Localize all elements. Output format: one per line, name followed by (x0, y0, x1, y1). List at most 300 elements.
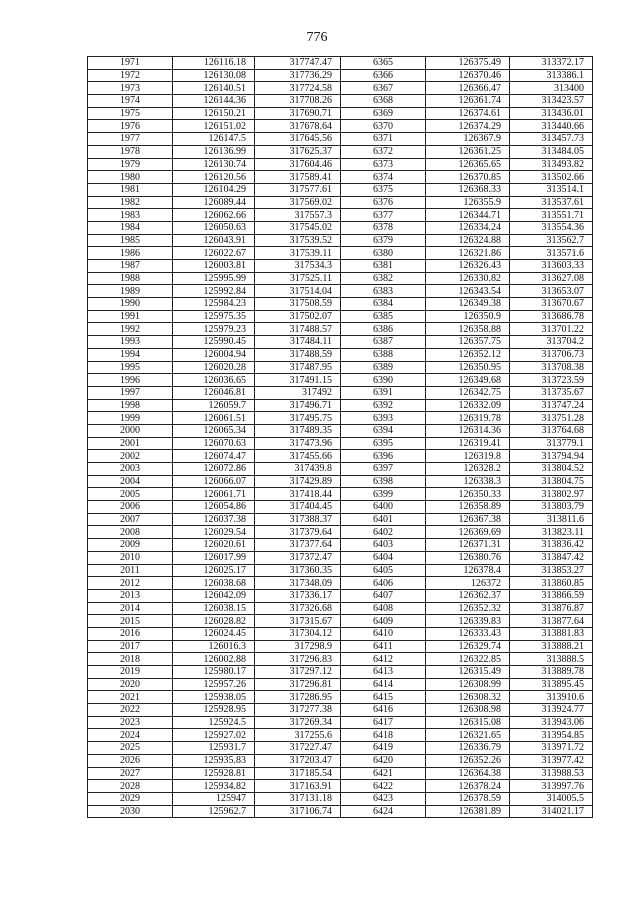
table-row (88, 653, 593, 666)
table-row (88, 247, 593, 260)
point-number-right-cell: 6411 (341, 640, 426, 653)
table-row (88, 336, 593, 349)
y-coordinate-right-cell: 313571.6 (510, 247, 593, 260)
y-coordinate-left-cell: 317455.66 (255, 450, 341, 463)
table-row (88, 767, 593, 780)
y-coordinate-left-cell: 317508.59 (255, 298, 341, 311)
point-number-right-cell: 6401 (341, 513, 426, 526)
y-coordinate-right-cell: 313823.11 (510, 526, 593, 539)
point-number-right-cell: 6422 (341, 780, 426, 793)
x-coordinate-left-cell: 126089.44 (173, 196, 255, 209)
point-number-left-cell: 2007 (88, 513, 173, 526)
point-number-left-cell: 2018 (88, 653, 173, 666)
x-coordinate-left-cell: 125935.83 (173, 754, 255, 767)
y-coordinate-right-cell: 313910.6 (510, 691, 593, 704)
y-coordinate-left-cell: 317439.8 (255, 463, 341, 476)
point-number-right-cell: 6374 (341, 171, 426, 184)
point-number-right-cell: 6423 (341, 792, 426, 805)
y-coordinate-left-cell: 317736.29 (255, 69, 341, 82)
table-row (88, 158, 593, 171)
point-number-right-cell: 6381 (341, 260, 426, 273)
y-coordinate-left-cell: 317185.54 (255, 767, 341, 780)
table-row (88, 551, 593, 564)
table-row (88, 513, 593, 526)
x-coordinate-right-cell: 126328.2 (426, 463, 510, 476)
point-number-left-cell: 2022 (88, 704, 173, 717)
x-coordinate-left-cell: 126104.29 (173, 183, 255, 196)
y-coordinate-left-cell: 317360.35 (255, 564, 341, 577)
point-number-left-cell: 1999 (88, 412, 173, 425)
point-number-right-cell: 6409 (341, 615, 426, 628)
x-coordinate-left-cell: 126017.99 (173, 551, 255, 564)
x-coordinate-right-cell: 126378.4 (426, 564, 510, 577)
point-number-left-cell: 1983 (88, 209, 173, 222)
x-coordinate-right-cell: 126332.09 (426, 399, 510, 412)
x-coordinate-right-cell: 126378.59 (426, 792, 510, 805)
table-row (88, 678, 593, 691)
point-number-left-cell: 2028 (88, 780, 173, 793)
point-number-left-cell: 2021 (88, 691, 173, 704)
x-coordinate-left-cell: 126140.51 (173, 82, 255, 95)
x-coordinate-right-cell: 126371.31 (426, 539, 510, 552)
point-number-right-cell: 6407 (341, 589, 426, 602)
point-number-left-cell: 1996 (88, 374, 173, 387)
x-coordinate-right-cell: 126374.61 (426, 107, 510, 120)
x-coordinate-left-cell: 126025.17 (173, 564, 255, 577)
table-row (88, 526, 593, 539)
point-number-left-cell: 2012 (88, 577, 173, 590)
x-coordinate-left-cell: 125995.99 (173, 272, 255, 285)
x-coordinate-right-cell: 126365.65 (426, 158, 510, 171)
y-coordinate-left-cell: 317487.95 (255, 361, 341, 374)
y-coordinate-left-cell: 317496.71 (255, 399, 341, 412)
x-coordinate-right-cell: 126368.33 (426, 183, 510, 196)
x-coordinate-left-cell: 125990.45 (173, 336, 255, 349)
y-coordinate-right-cell: 313502.66 (510, 171, 593, 184)
point-number-left-cell: 1988 (88, 272, 173, 285)
point-number-right-cell: 6369 (341, 107, 426, 120)
table-row (88, 348, 593, 361)
point-number-right-cell: 6399 (341, 488, 426, 501)
x-coordinate-left-cell: 125992.84 (173, 285, 255, 298)
y-coordinate-right-cell: 313764.68 (510, 424, 593, 437)
point-number-left-cell: 2015 (88, 615, 173, 628)
y-coordinate-right-cell: 313436.01 (510, 107, 593, 120)
point-number-right-cell: 6415 (341, 691, 426, 704)
point-number-right-cell: 6379 (341, 234, 426, 247)
y-coordinate-left-cell: 317539.11 (255, 247, 341, 260)
point-number-left-cell: 2020 (88, 678, 173, 691)
point-number-right-cell: 6372 (341, 145, 426, 158)
x-coordinate-right-cell: 126362.37 (426, 589, 510, 602)
table-row (88, 475, 593, 488)
y-coordinate-right-cell: 313853.27 (510, 564, 593, 577)
point-number-left-cell: 2024 (88, 729, 173, 742)
y-coordinate-left-cell: 317488.59 (255, 348, 341, 361)
table-row (88, 386, 593, 399)
x-coordinate-right-cell: 126314.36 (426, 424, 510, 437)
x-coordinate-left-cell: 126144.36 (173, 95, 255, 108)
y-coordinate-right-cell: 313706.73 (510, 348, 593, 361)
x-coordinate-right-cell: 126334.24 (426, 221, 510, 234)
y-coordinate-right-cell: 313372.17 (510, 57, 593, 70)
table-row (88, 780, 593, 793)
point-number-right-cell: 6417 (341, 716, 426, 729)
point-number-left-cell: 2000 (88, 424, 173, 437)
y-coordinate-left-cell: 317404.45 (255, 501, 341, 514)
y-coordinate-right-cell: 313888.5 (510, 653, 593, 666)
y-coordinate-right-cell: 313751.28 (510, 412, 593, 425)
point-number-left-cell: 1995 (88, 361, 173, 374)
x-coordinate-left-cell: 126042.09 (173, 589, 255, 602)
table-row (88, 615, 593, 628)
x-coordinate-right-cell: 126361.25 (426, 145, 510, 158)
point-number-right-cell: 6418 (341, 729, 426, 742)
table-row (88, 234, 593, 247)
y-coordinate-left-cell: 317296.81 (255, 678, 341, 691)
y-coordinate-right-cell: 313400 (510, 82, 593, 95)
table-row (88, 120, 593, 133)
table-row (88, 577, 593, 590)
y-coordinate-right-cell: 313423.57 (510, 95, 593, 108)
x-coordinate-left-cell: 126072.86 (173, 463, 255, 476)
x-coordinate-left-cell: 126037.38 (173, 513, 255, 526)
y-coordinate-right-cell: 313876.87 (510, 602, 593, 615)
x-coordinate-left-cell: 126050.63 (173, 221, 255, 234)
point-number-left-cell: 2026 (88, 754, 173, 767)
y-coordinate-right-cell: 313554.36 (510, 221, 593, 234)
x-coordinate-right-cell: 126339.83 (426, 615, 510, 628)
table-row (88, 704, 593, 717)
y-coordinate-right-cell: 313794.94 (510, 450, 593, 463)
y-coordinate-right-cell: 313889.78 (510, 666, 593, 679)
y-coordinate-right-cell: 313860.85 (510, 577, 593, 590)
x-coordinate-left-cell: 126002.88 (173, 653, 255, 666)
x-coordinate-left-cell: 126028.82 (173, 615, 255, 628)
table-row (88, 209, 593, 222)
x-coordinate-right-cell: 126366.47 (426, 82, 510, 95)
table-row (88, 82, 593, 95)
x-coordinate-left-cell: 125928.95 (173, 704, 255, 717)
x-coordinate-left-cell: 126038.68 (173, 577, 255, 590)
point-number-right-cell: 6414 (341, 678, 426, 691)
table-row (88, 666, 593, 679)
x-coordinate-left-cell: 125962.7 (173, 805, 255, 818)
y-coordinate-right-cell: 313627.08 (510, 272, 593, 285)
y-coordinate-left-cell: 317604.46 (255, 158, 341, 171)
x-coordinate-left-cell: 126130.08 (173, 69, 255, 82)
table-row (88, 589, 593, 602)
y-coordinate-left-cell: 317131.18 (255, 792, 341, 805)
point-number-right-cell: 6388 (341, 348, 426, 361)
table-row (88, 602, 593, 615)
point-number-left-cell: 2030 (88, 805, 173, 818)
point-number-right-cell: 6421 (341, 767, 426, 780)
y-coordinate-left-cell: 317557.3 (255, 209, 341, 222)
point-number-left-cell: 2019 (88, 666, 173, 679)
point-number-right-cell: 6380 (341, 247, 426, 260)
y-coordinate-left-cell: 317488.57 (255, 323, 341, 336)
table-row (88, 501, 593, 514)
y-coordinate-left-cell: 317315.67 (255, 615, 341, 628)
y-coordinate-right-cell: 313877.64 (510, 615, 593, 628)
x-coordinate-right-cell: 126370.85 (426, 171, 510, 184)
x-coordinate-left-cell: 125938.05 (173, 691, 255, 704)
x-coordinate-right-cell: 126322.85 (426, 653, 510, 666)
table-row (88, 145, 593, 158)
y-coordinate-right-cell: 313704.2 (510, 336, 593, 349)
y-coordinate-left-cell: 317286.95 (255, 691, 341, 704)
x-coordinate-left-cell: 126054.86 (173, 501, 255, 514)
point-number-right-cell: 6390 (341, 374, 426, 387)
point-number-left-cell: 2002 (88, 450, 173, 463)
x-coordinate-right-cell: 126374.29 (426, 120, 510, 133)
table-row (88, 260, 593, 273)
point-number-right-cell: 6386 (341, 323, 426, 336)
table-row (88, 285, 593, 298)
x-coordinate-left-cell: 126059.7 (173, 399, 255, 412)
y-coordinate-left-cell: 317495.75 (255, 412, 341, 425)
table-row (88, 272, 593, 285)
x-coordinate-left-cell: 126016.3 (173, 640, 255, 653)
point-number-right-cell: 6393 (341, 412, 426, 425)
x-coordinate-left-cell: 126036.65 (173, 374, 255, 387)
x-coordinate-right-cell: 126369.69 (426, 526, 510, 539)
y-coordinate-left-cell: 317203.47 (255, 754, 341, 767)
y-coordinate-right-cell: 313562.7 (510, 234, 593, 247)
table-row (88, 640, 593, 653)
y-coordinate-left-cell: 317514.04 (255, 285, 341, 298)
x-coordinate-right-cell: 126381.89 (426, 805, 510, 818)
y-coordinate-right-cell: 313954.85 (510, 729, 593, 742)
table-row (88, 437, 593, 450)
y-coordinate-right-cell: 313988.53 (510, 767, 593, 780)
y-coordinate-left-cell: 317724.58 (255, 82, 341, 95)
y-coordinate-right-cell: 313603.33 (510, 260, 593, 273)
point-number-right-cell: 6366 (341, 69, 426, 82)
y-coordinate-left-cell: 317255.6 (255, 729, 341, 742)
x-coordinate-right-cell: 126319.78 (426, 412, 510, 425)
table-row (88, 805, 593, 818)
y-coordinate-right-cell: 313457.73 (510, 133, 593, 146)
y-coordinate-right-cell: 313888.21 (510, 640, 593, 653)
x-coordinate-left-cell: 126022.67 (173, 247, 255, 260)
x-coordinate-right-cell: 126367.38 (426, 513, 510, 526)
page-number: 776 (306, 30, 328, 45)
table-row (88, 323, 593, 336)
x-coordinate-right-cell: 126308.32 (426, 691, 510, 704)
x-coordinate-right-cell: 126319.8 (426, 450, 510, 463)
y-coordinate-left-cell: 317304.12 (255, 627, 341, 640)
table-row (88, 399, 593, 412)
point-number-left-cell: 1981 (88, 183, 173, 196)
y-coordinate-right-cell: 314021.17 (510, 805, 593, 818)
y-coordinate-left-cell: 317296.83 (255, 653, 341, 666)
point-number-right-cell: 6405 (341, 564, 426, 577)
y-coordinate-left-cell: 317678.64 (255, 120, 341, 133)
point-number-left-cell: 2023 (88, 716, 173, 729)
y-coordinate-right-cell: 313686.78 (510, 310, 593, 323)
x-coordinate-left-cell: 125931.7 (173, 742, 255, 755)
table-row (88, 754, 593, 767)
y-coordinate-right-cell: 313723.59 (510, 374, 593, 387)
x-coordinate-right-cell: 126342.75 (426, 386, 510, 399)
point-number-left-cell: 1984 (88, 221, 173, 234)
point-number-left-cell: 1998 (88, 399, 173, 412)
x-coordinate-left-cell: 126003.81 (173, 260, 255, 273)
x-coordinate-right-cell: 126315.08 (426, 716, 510, 729)
x-coordinate-left-cell: 126130.74 (173, 158, 255, 171)
point-number-right-cell: 6406 (341, 577, 426, 590)
table-row (88, 463, 593, 476)
x-coordinate-right-cell: 126349.68 (426, 374, 510, 387)
x-coordinate-left-cell: 125979.23 (173, 323, 255, 336)
y-coordinate-left-cell: 317492 (255, 386, 341, 399)
point-number-left-cell: 1977 (88, 133, 173, 146)
table-row (88, 57, 593, 70)
point-number-right-cell: 6397 (341, 463, 426, 476)
x-coordinate-left-cell: 126024.45 (173, 627, 255, 640)
x-coordinate-right-cell: 126352.12 (426, 348, 510, 361)
point-number-right-cell: 6376 (341, 196, 426, 209)
point-number-right-cell: 6370 (341, 120, 426, 133)
y-coordinate-left-cell: 317163.91 (255, 780, 341, 793)
y-coordinate-left-cell: 317348.09 (255, 577, 341, 590)
x-coordinate-right-cell: 126350.95 (426, 361, 510, 374)
point-number-right-cell: 6413 (341, 666, 426, 679)
y-coordinate-right-cell: 313551.71 (510, 209, 593, 222)
x-coordinate-right-cell: 126319.41 (426, 437, 510, 450)
point-number-right-cell: 6408 (341, 602, 426, 615)
point-number-left-cell: 1989 (88, 285, 173, 298)
x-coordinate-left-cell: 125975.35 (173, 310, 255, 323)
y-coordinate-left-cell: 317545.02 (255, 221, 341, 234)
x-coordinate-right-cell: 126372 (426, 577, 510, 590)
point-number-left-cell: 1980 (88, 171, 173, 184)
table-row (88, 374, 593, 387)
table-row (88, 691, 593, 704)
x-coordinate-right-cell: 126308.99 (426, 678, 510, 691)
y-coordinate-left-cell: 317336.17 (255, 589, 341, 602)
point-number-left-cell: 2003 (88, 463, 173, 476)
y-coordinate-right-cell: 313514.1 (510, 183, 593, 196)
x-coordinate-left-cell: 125980.17 (173, 666, 255, 679)
x-coordinate-left-cell: 126120.56 (173, 171, 255, 184)
y-coordinate-left-cell: 317473.96 (255, 437, 341, 450)
point-number-left-cell: 1972 (88, 69, 173, 82)
y-coordinate-right-cell: 313493.82 (510, 158, 593, 171)
y-coordinate-left-cell: 317227.47 (255, 742, 341, 755)
x-coordinate-right-cell: 126324.88 (426, 234, 510, 247)
x-coordinate-left-cell: 126136.99 (173, 145, 255, 158)
x-coordinate-right-cell: 126330.82 (426, 272, 510, 285)
x-coordinate-left-cell: 126116.18 (173, 57, 255, 70)
x-coordinate-right-cell: 126358.88 (426, 323, 510, 336)
point-number-right-cell: 6378 (341, 221, 426, 234)
y-coordinate-left-cell: 317377.64 (255, 539, 341, 552)
table-row (88, 95, 593, 108)
table-row (88, 539, 593, 552)
table-row (88, 792, 593, 805)
point-number-left-cell: 1974 (88, 95, 173, 108)
point-number-right-cell: 6382 (341, 272, 426, 285)
point-number-right-cell: 6384 (341, 298, 426, 311)
table-row (88, 107, 593, 120)
x-coordinate-left-cell: 125928.81 (173, 767, 255, 780)
x-coordinate-left-cell: 126004.94 (173, 348, 255, 361)
y-coordinate-right-cell: 313895.45 (510, 678, 593, 691)
x-coordinate-left-cell: 126029.54 (173, 526, 255, 539)
y-coordinate-left-cell: 317645.56 (255, 133, 341, 146)
y-coordinate-left-cell: 317491.15 (255, 374, 341, 387)
x-coordinate-left-cell: 126061.51 (173, 412, 255, 425)
y-coordinate-right-cell: 313847.42 (510, 551, 593, 564)
x-coordinate-right-cell: 126326.43 (426, 260, 510, 273)
x-coordinate-left-cell: 126150.21 (173, 107, 255, 120)
point-number-left-cell: 2014 (88, 602, 173, 615)
point-number-right-cell: 6410 (341, 627, 426, 640)
y-coordinate-right-cell: 313971.72 (510, 742, 593, 755)
table-row (88, 361, 593, 374)
point-number-right-cell: 6402 (341, 526, 426, 539)
x-coordinate-left-cell: 126065.34 (173, 424, 255, 437)
x-coordinate-left-cell: 125927.02 (173, 729, 255, 742)
point-number-left-cell: 1971 (88, 57, 173, 70)
x-coordinate-right-cell: 126308.98 (426, 704, 510, 717)
x-coordinate-right-cell: 126333.43 (426, 627, 510, 640)
x-coordinate-left-cell: 126020.28 (173, 361, 255, 374)
point-number-left-cell: 2006 (88, 501, 173, 514)
y-coordinate-left-cell: 317418.44 (255, 488, 341, 501)
x-coordinate-right-cell: 126380.76 (426, 551, 510, 564)
y-coordinate-right-cell: 313881.83 (510, 627, 593, 640)
point-number-left-cell: 1992 (88, 323, 173, 336)
x-coordinate-left-cell: 126074.47 (173, 450, 255, 463)
x-coordinate-left-cell: 125934.82 (173, 780, 255, 793)
x-coordinate-right-cell: 126367.9 (426, 133, 510, 146)
x-coordinate-right-cell: 126375.49 (426, 57, 510, 70)
x-coordinate-left-cell: 126061.71 (173, 488, 255, 501)
point-number-left-cell: 1975 (88, 107, 173, 120)
y-coordinate-right-cell: 313653.07 (510, 285, 593, 298)
point-number-left-cell: 2011 (88, 564, 173, 577)
x-coordinate-right-cell: 126352.26 (426, 754, 510, 767)
table-row (88, 221, 593, 234)
y-coordinate-right-cell: 313670.67 (510, 298, 593, 311)
x-coordinate-right-cell: 126378.24 (426, 780, 510, 793)
point-number-right-cell: 6368 (341, 95, 426, 108)
table-row (88, 69, 593, 82)
table-row (88, 310, 593, 323)
table-row (88, 298, 593, 311)
table-row (88, 424, 593, 437)
point-number-right-cell: 6367 (341, 82, 426, 95)
coordinate-table (87, 56, 593, 818)
y-coordinate-left-cell: 317589.41 (255, 171, 341, 184)
y-coordinate-left-cell: 317297.12 (255, 666, 341, 679)
point-number-left-cell: 1979 (88, 158, 173, 171)
y-coordinate-right-cell: 314005.5 (510, 792, 593, 805)
y-coordinate-right-cell: 313537.61 (510, 196, 593, 209)
x-coordinate-left-cell: 125924.5 (173, 716, 255, 729)
x-coordinate-right-cell: 126315.49 (426, 666, 510, 679)
y-coordinate-right-cell: 313708.38 (510, 361, 593, 374)
y-coordinate-right-cell: 313747.24 (510, 399, 593, 412)
point-number-left-cell: 1986 (88, 247, 173, 260)
x-coordinate-left-cell: 125947 (173, 792, 255, 805)
point-number-left-cell: 1994 (88, 348, 173, 361)
point-number-right-cell: 6400 (341, 501, 426, 514)
